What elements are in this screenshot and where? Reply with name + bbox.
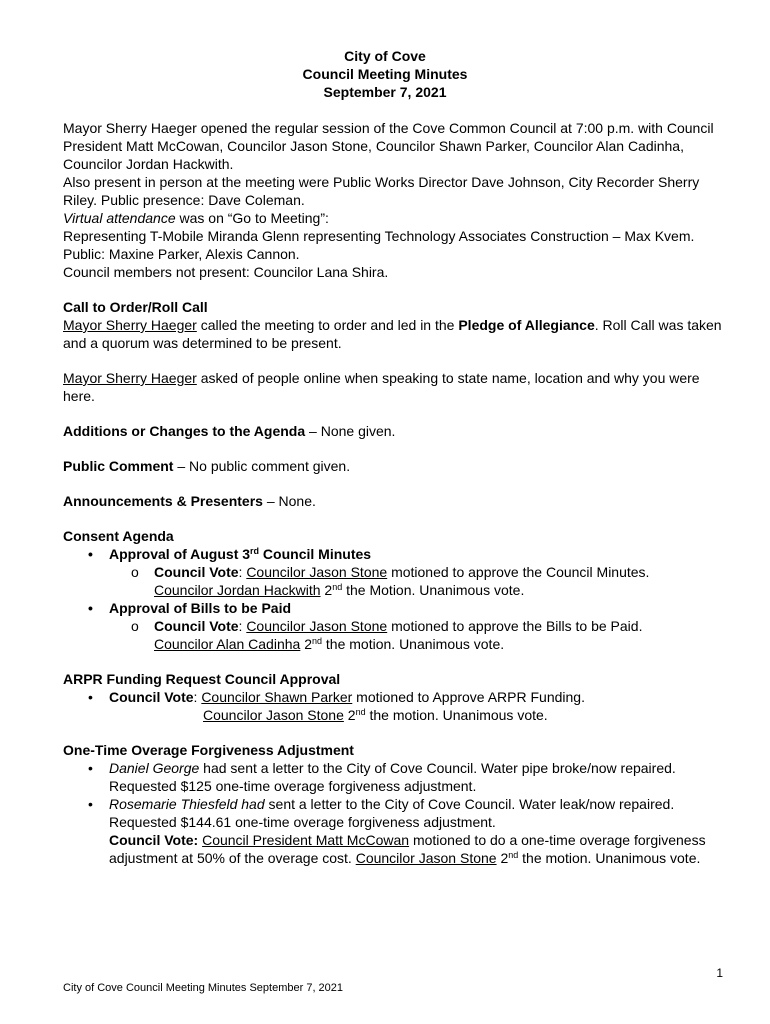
ordinal-sup: nd (332, 582, 343, 592)
item1-sup: rd (250, 546, 260, 556)
ordinal-two: 2 (500, 850, 509, 866)
bullet-icon: • (88, 760, 93, 776)
motion-text: motioned to Approve ARPR Funding. (352, 689, 585, 705)
request-text: had sent a letter to the City of Cove Council. Water pipe broke/now repaired. Requested $125 one-time overage forgiveness adjustment. (109, 760, 676, 794)
consent-vote-minutes (63, 563, 731, 599)
ordinal-sup: nd (355, 707, 366, 717)
document-body (63, 119, 731, 867)
virtual-text: was on “Go to Meeting”: (175, 210, 329, 226)
motion-text: motioned to do a one-time overage forgiveness adjustment at 50% of the overage cost. (109, 832, 706, 866)
colon: : (193, 689, 202, 705)
announcements-line (63, 492, 731, 510)
vote-label: Council Vote (154, 618, 239, 634)
bullet-icon: • (88, 689, 93, 705)
call-text-1: called the meeting to order and led in the (196, 317, 459, 333)
document-header (0, 47, 770, 101)
motion-rest: the motion. Unanimous vote. (322, 636, 505, 652)
consent-heading: Consent Agenda (63, 528, 174, 544)
intro-also-present: Also present in person at the meeting were Public Works Director Dave Johnson, City Recorder Sherry Riley. Public presence: Dave Coleman. (63, 174, 700, 208)
ordinal-two: 2 (324, 582, 333, 598)
intro-virtual (63, 209, 731, 227)
request-text: sent a letter to the City of Cove Council. Water leak/now repaired. Requested $144.61 one-time overage forgiveness adjustment. (109, 796, 675, 830)
vote-label: Council Vote: (109, 832, 199, 848)
header-date: September 7, 2021 (323, 84, 447, 100)
call-to-order-text (63, 316, 731, 352)
motion-rest: the motion. Unanimous vote. (365, 707, 548, 723)
online-note-text: asked of people online when speaking to state name, location and why you were here. (63, 370, 700, 404)
additions-text: – None given. (305, 423, 396, 439)
requester-name: Rosemarie Thiesfeld had (109, 796, 265, 812)
motion-text: motioned to approve the Council Minutes. (387, 564, 650, 580)
consent-vote-bills (63, 617, 731, 653)
additions-label: Additions or Changes to the Agenda (63, 423, 306, 439)
circle-bullet-icon: o (131, 564, 139, 580)
intro-attendance: Mayor Sherry Haeger opened the regular session of the Cove Common Council at 7:00 p.m. with Council President Matt McCowan, Councilor Jason Stone, Councilor Shawn Parker, Councilor Alan Cadinha, Councilor Jordan Hackwith. (63, 120, 714, 172)
item1-label-end: Council Minutes (259, 546, 372, 562)
overage-heading: One-Time Overage Forgiveness Adjustment (63, 742, 354, 758)
mover-name: Councilor Shawn Parker (201, 689, 353, 705)
virtual-label: Virtual attendance (63, 210, 176, 226)
call-text-2: . Roll Call was taken and a quorum was determined to be present. (63, 317, 722, 351)
item1-label: Approval of August 3 (109, 546, 251, 562)
announcements-label: Announcements & Presenters (63, 493, 263, 509)
additions-line (63, 422, 731, 440)
header-city: City of Cove (344, 48, 426, 64)
bullet-icon: • (88, 600, 93, 616)
mover-name: Council President Matt McCowan (202, 832, 410, 848)
call-to-order-heading: Call to Order/Roll Call (63, 299, 208, 315)
page-number: 1 (716, 966, 723, 980)
ordinal-two: 2 (304, 636, 313, 652)
second-name: Councilor Jason Stone (203, 707, 344, 723)
mover-name: Councilor Jason Stone (246, 564, 388, 580)
second-name: Councilor Jason Stone (355, 850, 497, 866)
consent-item-bills (63, 599, 731, 617)
mayor-online-note (63, 369, 731, 405)
announcements-text: – None. (262, 493, 316, 509)
pledge-label: Pledge of Allegiance (458, 317, 595, 333)
arpr-second (63, 706, 731, 724)
page-footer: City of Cove Council Meeting Minutes September 7, 2021 (63, 982, 344, 994)
ordinal-sup: nd (508, 850, 519, 860)
item2-label: Approval of Bills to be Paid (109, 600, 292, 616)
public-comment-line (63, 457, 731, 475)
bullet-icon: • (88, 546, 93, 562)
vote-label: Council Vote (109, 689, 194, 705)
vote-label: Council Vote (154, 564, 239, 580)
arpr-vote (63, 688, 731, 706)
bullet-icon: • (88, 796, 93, 812)
intro-representing: Representing T-Mobile Miranda Glenn representing Technology Associates Construction – Max Kvem. Public: Maxine Parker, Alexis Cannon. (63, 228, 695, 262)
motion-text: motioned to approve the Bills to be Paid. (387, 618, 643, 634)
mover-name: Councilor Jason Stone (246, 618, 388, 634)
motion-rest: the Motion. Unanimous vote. (342, 582, 525, 598)
second-name: Councilor Jordan Hackwith (154, 582, 321, 598)
overage-item-thiesfeld (63, 795, 731, 867)
public-comment-label: Public Comment (63, 458, 174, 474)
consent-item-minutes (63, 545, 731, 563)
ordinal-sup: nd (312, 636, 323, 646)
second-name: Councilor Alan Cadinha (154, 636, 301, 652)
colon: : (238, 564, 247, 580)
overage-item-george (63, 759, 731, 795)
requester-name: Daniel George (109, 760, 200, 776)
header-title: Council Meeting Minutes (302, 66, 468, 82)
public-comment-text: – No public comment given. (173, 458, 351, 474)
intro-not-present: Council members not present: Councilor Lana Shira. (63, 264, 389, 280)
mayor-name: Mayor Sherry Haeger (63, 317, 197, 333)
ordinal-two: 2 (347, 707, 356, 723)
motion-rest: the motion. Unanimous vote. (518, 850, 701, 866)
colon: : (238, 618, 247, 634)
arpr-heading: ARPR Funding Request Council Approval (63, 671, 341, 687)
circle-bullet-icon: o (131, 618, 139, 634)
mayor-name-2: Mayor Sherry Haeger (63, 370, 197, 386)
